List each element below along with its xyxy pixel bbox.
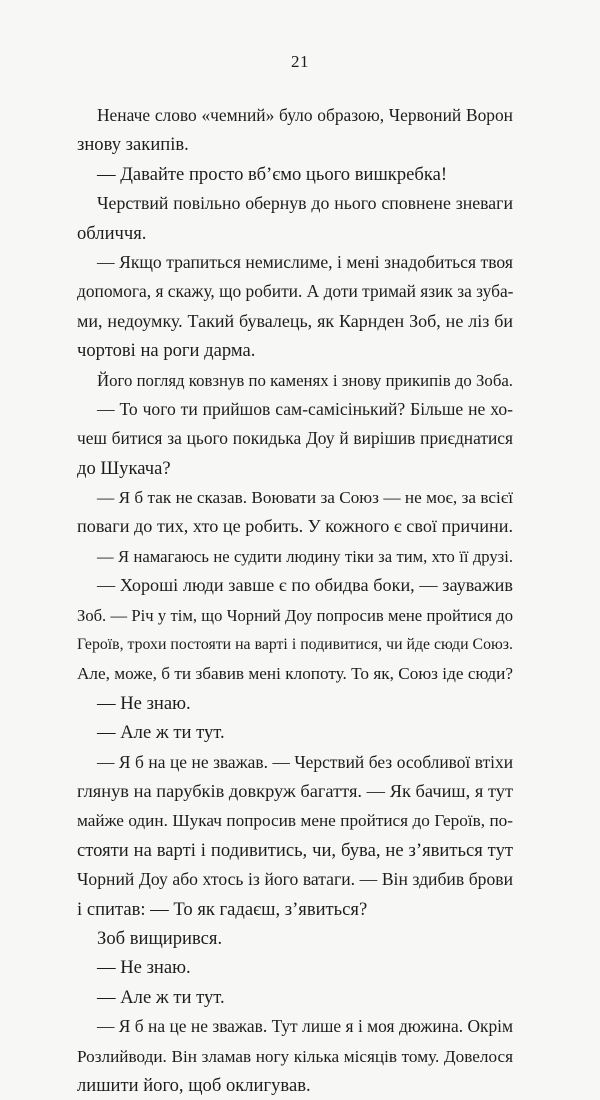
text-line: Його погляд ковзнув по каменях і знову прикипів до Зоба. (97, 370, 513, 390)
text-line: — Хороші люди завше є по обидва боки, — зауважив (97, 575, 513, 596)
text-line: — Не знаю. (97, 957, 191, 979)
text-line: поваги до тих, хто це робить. У кожного є свої причини. (77, 516, 513, 537)
text-line: — Але ж ти тут. (97, 986, 225, 1008)
text-line: обличчя. (77, 222, 147, 244)
text-line: допомога, я скажу, що робити. А доти тримай язик за зуба- (77, 281, 513, 302)
text-line: майже один. Шукач попросив мене пройтися до Героїв, по- (77, 811, 513, 831)
text-line: глянув на парубків довкруж багаття. — Як бачиш, я тут (77, 780, 513, 801)
text-line: Черствий повільно обернув до нього сповнене зневаги (97, 193, 513, 214)
text-line: — То чого ти прийшов сам-самісінький? Більше не хо- (97, 398, 513, 419)
text-line: — Я б на це не зважав. Тут лише я і моя дюжина. Окрім (97, 1016, 513, 1037)
text-line: — Давайте просто вб’ємо цього вишкребка! (97, 163, 448, 185)
text-line: Чорний Доу або хтось із його ватаги. — Він здибив брови (77, 869, 513, 890)
text-line: чеш битися за цього покидька Доу й вирішив приєднатися (77, 428, 513, 449)
text-line: Розлийводи. Він зламав ногу кілька місяців тому. Довелося (77, 1046, 513, 1066)
text-line: чортові на роги дарма. (77, 340, 256, 362)
text-line: Зоб вищирився. (97, 927, 223, 949)
text-line: — Якщо трапиться немислиме, і мені знадобиться твоя (97, 251, 513, 272)
page-number: 21 (291, 52, 309, 71)
text-line: Але, може, б ти збавив мені клопоту. То як, Союз іде сюди? (77, 664, 513, 684)
page-text (77, 101, 513, 1100)
text-line: лишити його, щоб оклигував. (77, 1074, 311, 1096)
text-line: до Шукача? (77, 457, 171, 479)
text-line: Неначе слово «чемний» було образою, Червоний Ворон (97, 105, 513, 125)
text-line: Зоб. — Річ у тім, що Чорний Доу попросив мене пройтися до (77, 605, 513, 625)
text-line: Героїв, трохи постояти на варті і подивитися, чи йде сюди Союз. (77, 636, 513, 654)
text-line: — Не знаю. (97, 692, 191, 714)
text-line: — Я б так не сказав. Воювати за Союз — не моє, за всієї (97, 488, 513, 508)
text-line: — Я намагаюсь не судити людину тіки за тим, хто її друзі. (97, 546, 513, 566)
text-line: — Але ж ти тут. (97, 722, 225, 744)
text-line: — Я б на це не зважав. — Черствий без особливої втіхи (97, 751, 513, 772)
text-line: і спитав: — То як гадаєш, з’явиться? (77, 898, 368, 920)
text-line: стояти на варті і подивитись, чи, бува, не з’явиться тут (77, 839, 513, 861)
text-line: знову закипів. (77, 134, 189, 156)
text-line: ми, недоумку. Такий бувалець, як Карнден Зоб, не ліз би (77, 310, 513, 331)
